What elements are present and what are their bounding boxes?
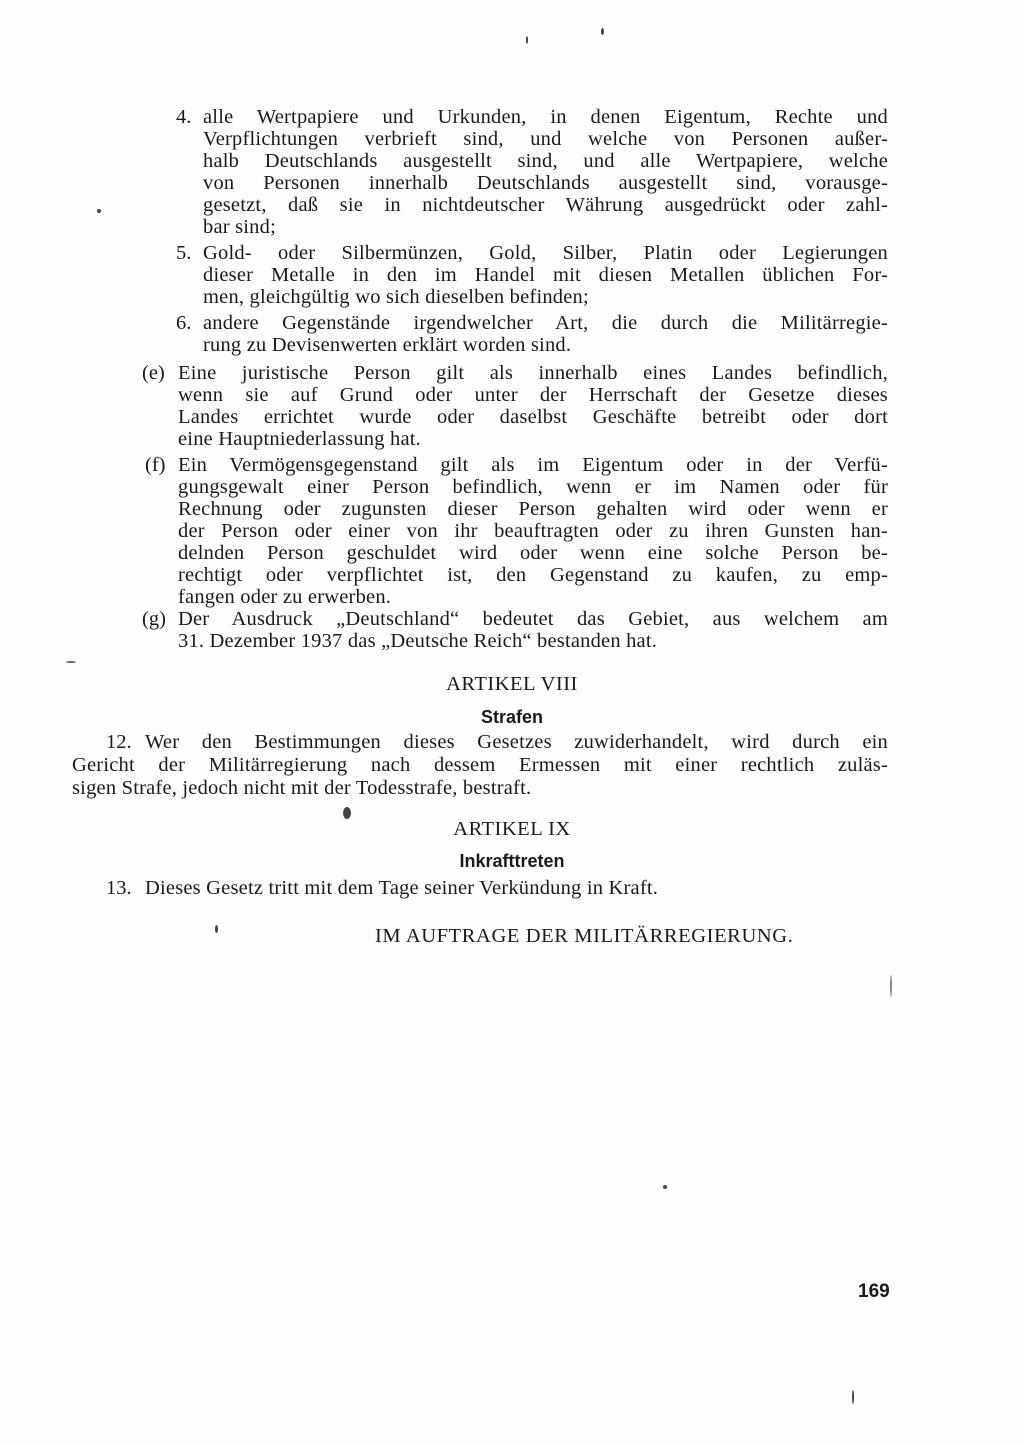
- text-line: delnden Person geschuldet wird oder wenn eine solche Person be-: [178, 542, 888, 564]
- text-line: rechtigt oder verpflichtet ist, den Gegenstand zu kaufen, zu emp-: [178, 564, 888, 586]
- text-line: men, gleichgültig wo sich dieselben befinden;: [203, 286, 589, 308]
- signature-line: IM AUFTRAGE DER MILITÄRREGIERUNG.: [375, 925, 794, 947]
- paragraph-number: 13.: [106, 877, 132, 899]
- item-label: 5.: [176, 242, 192, 264]
- text-line: Gericht der Militärregierung nach dessem Ermessen mit einer rechtlich zuläs-: [72, 754, 888, 776]
- text-line: fangen oder zu erwerben.: [178, 586, 392, 608]
- text-line: von Personen innerhalb Deutschlands ausgestellt sind, vorausge-: [203, 172, 888, 194]
- text-line: Der Ausdruck „Deutschland“ bedeutet das Gebiet, aus welchem am: [178, 608, 888, 630]
- scan-speck: [215, 925, 218, 933]
- scan-speck: [601, 28, 604, 35]
- text-line: dieser Metalle in den im Handel mit diesen Metallen üblichen For-: [203, 264, 888, 286]
- text-line: 31. Dezember 1937 das „Deutsche Reich“ bestanden hat.: [178, 630, 658, 652]
- text-line: Wer den Bestimmungen dieses Gesetzes zuwiderhandelt, wird durch ein: [145, 731, 888, 753]
- scan-speck: [343, 807, 351, 819]
- text-line: der Person oder einer von ihr beauftragten oder zu ihren Gunsten han-: [178, 520, 888, 542]
- text-line: andere Gegenstände irgendwelcher Art, die durch die Militärregie-: [203, 312, 888, 334]
- scan-speck: [852, 1390, 854, 1404]
- scan-speck: [97, 209, 101, 213]
- text-line: sigen Strafe, jedoch nicht mit der Todesstrafe, bestraft.: [72, 777, 532, 799]
- text-line: Landes errichtet wurde oder daselbst Geschäfte betreibt oder dort: [178, 406, 888, 428]
- text-line: Rechnung oder zugunsten dieser Person gehalten wird oder wenn er: [178, 498, 888, 520]
- article-subheading: Inkrafttreten: [459, 851, 565, 871]
- text-line: bar sind;: [203, 216, 276, 238]
- scan-speck: [663, 1185, 667, 1189]
- item-label: 6.: [176, 312, 192, 334]
- item-label: (g): [142, 608, 166, 630]
- text-line: rung zu Devisenwerten erklärt worden sind.: [203, 334, 572, 356]
- scan-speck: [890, 975, 892, 997]
- text-line: wenn sie auf Grund oder unter der Herrschaft der Gesetze dieses: [178, 384, 888, 406]
- text-line: Ein Vermögensgegenstand gilt als im Eigentum oder in der Verfü-: [178, 454, 888, 476]
- item-label: (f): [145, 454, 166, 476]
- scan-speck: [66, 661, 76, 663]
- page-number: 169: [858, 1281, 890, 1302]
- text-line: Verpflichtungen verbrieft sind, und welche von Personen außer-: [203, 128, 888, 150]
- text-line: gungsgewalt einer Person befindlich, wenn er im Namen oder für: [178, 476, 888, 498]
- item-label: 4.: [176, 106, 192, 128]
- article-subheading: Strafen: [480, 707, 543, 727]
- scan-speck: [526, 36, 528, 44]
- item-label: (e): [142, 362, 165, 384]
- article-heading: ARTIKEL VIII: [446, 673, 578, 695]
- paragraph-number: 12.: [106, 731, 132, 753]
- text-line: halb Deutschlands ausgestellt sind, und alle Wertpapiere, welche: [203, 150, 888, 172]
- text-line: Gold- oder Silbermünzen, Gold, Silber, Platin oder Legierungen: [203, 242, 888, 264]
- text-line: gesetzt, daß sie in nichtdeutscher Währung ausgedrückt oder zahl-: [203, 194, 888, 216]
- text-line: Eine juristische Person gilt als innerhalb eines Landes befindlich,: [178, 362, 888, 384]
- text-line: Dieses Gesetz tritt mit dem Tage seiner Verkündung in Kraft.: [145, 877, 659, 899]
- text-line: eine Hauptniederlassung hat.: [178, 428, 421, 450]
- text-line: alle Wertpapiere und Urkunden, in denen Eigentum, Rechte und: [203, 106, 888, 128]
- article-heading: ARTIKEL IX: [453, 818, 571, 840]
